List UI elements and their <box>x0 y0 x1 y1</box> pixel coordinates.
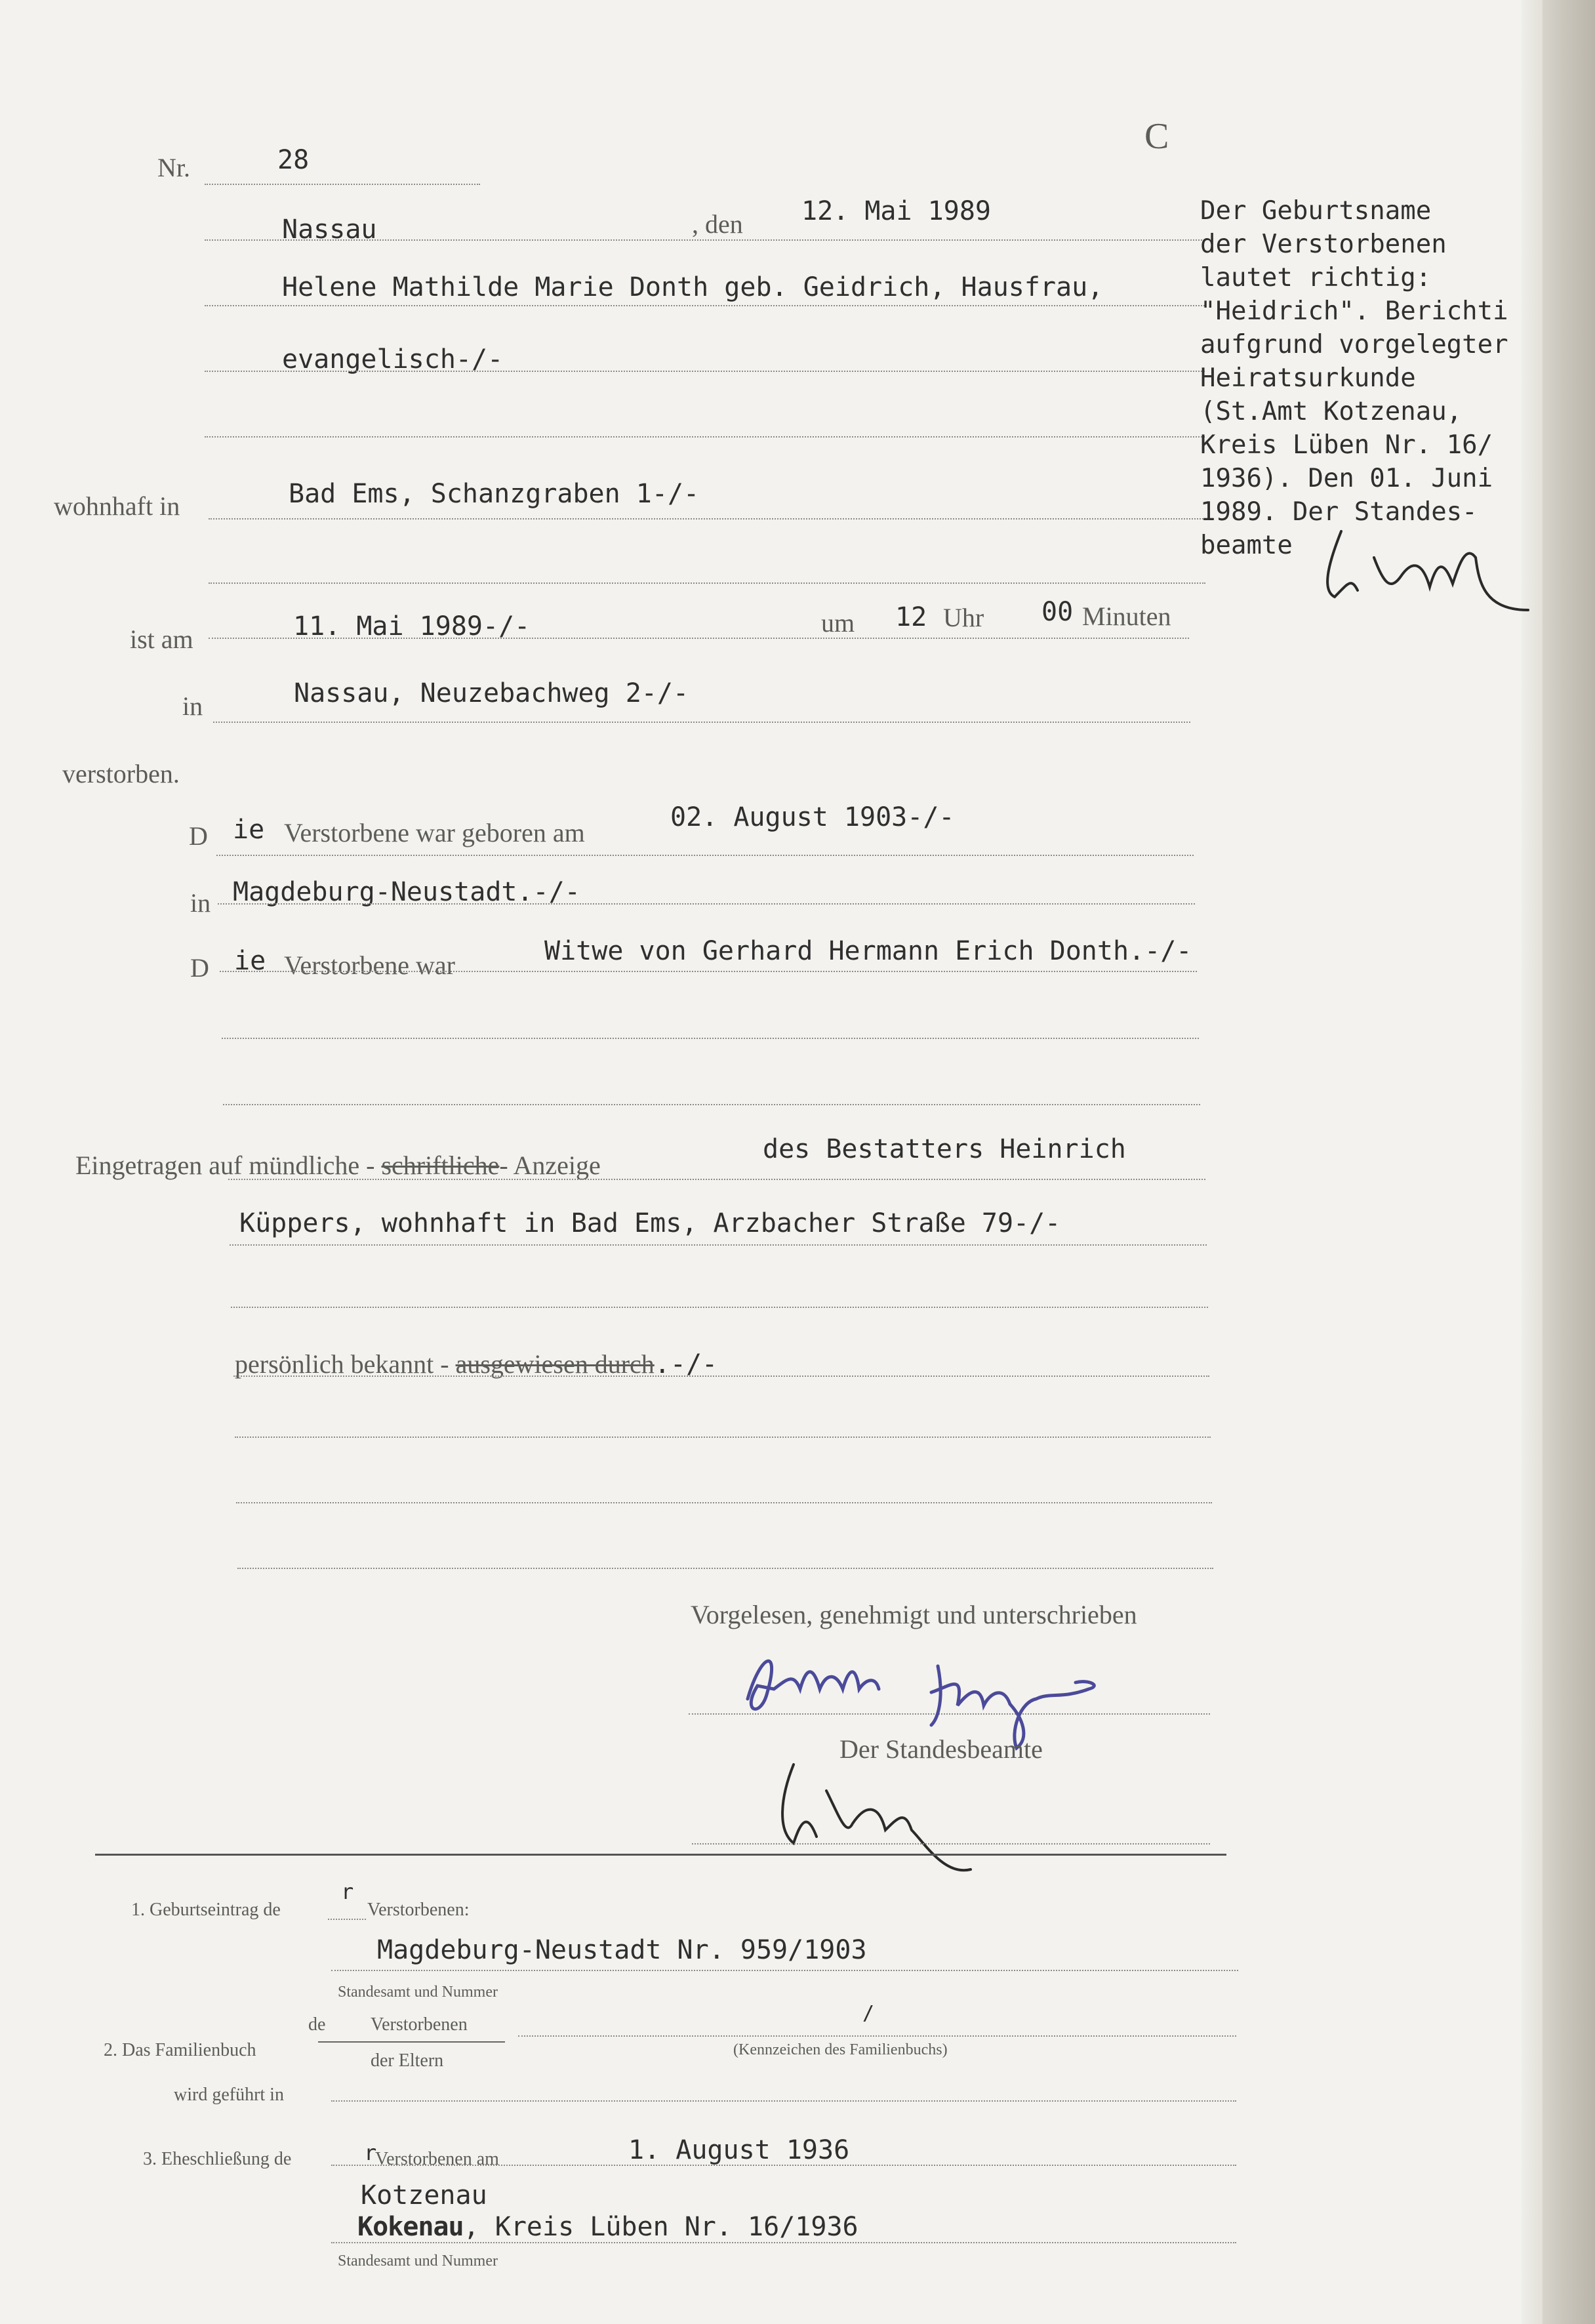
item1-r-rule <box>328 1919 366 1920</box>
item1-end: Verstorbenen: <box>367 1900 470 1920</box>
margin-note-line-1: Der Geburtsname <box>1200 196 1432 226</box>
item3-place-line <box>357 2214 858 2240</box>
blank-rule-7 <box>236 1502 1212 1503</box>
margin-note-line-10: 1989. Der Standes- <box>1200 497 1478 527</box>
registry-date: 12. Mai 1989 <box>801 196 991 226</box>
item2-de: de <box>308 2014 326 2035</box>
ist-am-label: ist am <box>130 624 193 654</box>
known-label-start: persönlich bekannt - <box>235 1349 449 1379</box>
den-label: , den <box>692 209 743 239</box>
birth-date-rule <box>216 855 1194 856</box>
item2-rule <box>518 2035 1236 2037</box>
read-approved-label: Vorgelesen, genehmigt und unterschrieben <box>691 1600 1137 1629</box>
birth-ie: ie <box>233 815 265 845</box>
blank-rule-6 <box>235 1437 1211 1438</box>
entry-number: 28 <box>277 145 310 175</box>
item1-value: Magdeburg-Neustadt Nr. 959/1903 <box>377 1935 867 1965</box>
blank-rule-1 <box>205 436 1205 438</box>
margin-note-line-11: beamte <box>1200 531 1293 560</box>
corner-letter: C <box>1144 116 1169 157</box>
page-edge-inner <box>1522 0 1543 2324</box>
item3-end: Verstorbenen am <box>375 2149 499 2169</box>
registrar-label: Der Standesbeamte <box>839 1734 1043 1764</box>
blank-rule-5 <box>231 1307 1208 1308</box>
margin-note-line-6: Heiratsurkunde <box>1200 363 1416 393</box>
minuten-label: Minuten <box>1082 601 1171 631</box>
blank-rule-3 <box>222 1038 1199 1039</box>
blank-rule-4 <box>223 1104 1200 1105</box>
registration-label-start: Eingetragen auf mündliche - <box>75 1151 375 1180</box>
informant-line-1: des Bestatters Heinrich <box>763 1134 1126 1164</box>
item3-standesamt-label: Standesamt und Nummer <box>338 2253 498 2270</box>
address-rule <box>209 518 1205 520</box>
death-place: Nassau, Neuzebachweg 2-/- <box>294 678 689 708</box>
birth-place-rule <box>218 903 1195 905</box>
death-place-rule <box>213 722 1190 723</box>
margin-note-line-4: "Heidrich". Berichti <box>1200 296 1508 326</box>
item3-place-rest: , Kreis Lüben Nr. 16/1936 <box>463 2212 858 2242</box>
item2-label: 2. Das Familienbuch <box>104 2040 256 2060</box>
item2-eltern: der Eltern <box>371 2050 444 2071</box>
item1-r: r <box>341 1879 354 1904</box>
place-date-line <box>205 239 1205 241</box>
marital-status: Witwe von Gerhard Hermann Erich Donth.-/- <box>544 936 1192 966</box>
birth-place: Magdeburg-Neustadt.-/- <box>233 877 580 907</box>
status-rule <box>220 971 1197 972</box>
margin-note-line-2: der Verstorbenen <box>1200 230 1447 259</box>
margin-note-line-7: (St.Amt Kotzenau, <box>1200 397 1463 426</box>
deceased-line-2: evangelisch-/- <box>282 344 504 375</box>
deceased-line-2-rule <box>205 371 1205 372</box>
registration-label-struck: schriftliche <box>381 1151 500 1180</box>
blank-rule-8 <box>237 1568 1213 1569</box>
deceased-line-1-rule <box>205 305 1205 306</box>
item3-r: r <box>364 2140 377 2165</box>
item1-rule <box>331 1970 1238 1971</box>
death-date: 11. Mai 1989-/- <box>293 611 531 642</box>
uhr-label: Uhr <box>943 603 984 632</box>
deceased-address: Bad Ems, Schanzgraben 1-/- <box>289 479 700 509</box>
informant-rule-1 <box>228 1179 1205 1180</box>
item2-verstorbenen: Verstorbenen <box>371 2014 468 2035</box>
margin-note <box>1200 194 1508 562</box>
um-label: um <box>821 608 855 638</box>
registration-label-end: - Anzeige <box>499 1151 601 1180</box>
registration-label <box>75 1152 601 1179</box>
margin-note-line-9: 1936). Den 01. Juni <box>1200 464 1493 493</box>
birth-date: 02. August 1903-/- <box>670 802 955 832</box>
item3-place-rule <box>331 2242 1236 2243</box>
known-label <box>235 1351 717 1377</box>
born-label: Verstorbene war geboren am <box>284 818 585 847</box>
page-edge <box>1543 0 1595 2324</box>
wohnhaft-label: wohnhaft in <box>54 491 180 521</box>
known-label-struck: ausgewiesen durch <box>455 1349 655 1379</box>
item2-wird-rule <box>331 2100 1236 2102</box>
death-date-rule <box>209 638 1189 639</box>
margin-note-line-8: Kreis Lüben Nr. 16/ <box>1200 430 1493 460</box>
item2-wird-label: wird geführt in <box>174 2085 284 2105</box>
birth-in-label: in <box>190 888 211 918</box>
margin-note-line-5: aufgrund vorgelegter <box>1200 330 1508 359</box>
item3-label: 3. Eheschließung de <box>143 2149 292 2169</box>
nr-line <box>205 184 480 185</box>
item1-label: 1. Geburtseintrag de <box>131 1900 281 1920</box>
item1-standesamt-label: Standesamt und Nummer <box>338 1984 498 2001</box>
status-d-prefix: D <box>190 953 209 983</box>
status-war-label: Verstorbene war <box>284 950 455 980</box>
item3-date-rule <box>331 2165 1236 2166</box>
blank-rule-2 <box>209 582 1205 584</box>
status-ie: ie <box>234 946 266 976</box>
item3-place-correction: Kotzenau <box>361 2180 487 2211</box>
registry-place: Nassau <box>282 214 377 245</box>
deceased-line-1: Helene Mathilde Marie Donth geb. Geidrich, Hausfrau, <box>282 272 1104 302</box>
margin-note-signature <box>1302 518 1545 636</box>
informant-rule-2 <box>230 1244 1207 1246</box>
footer-separator <box>95 1854 1226 1856</box>
item2-slash: / <box>862 2002 875 2025</box>
death-in-label: in <box>182 691 203 721</box>
death-minutes: 00 <box>1041 597 1074 627</box>
informant-line-2: Küppers, wohnhaft in Bad Ems, Arzbacher Straße 79-/- <box>239 1208 1061 1238</box>
item3-date: 1. August 1936 <box>628 2135 850 2165</box>
kennzeichen-label: (Kennzeichen des Familienbuchs) <box>733 2041 948 2058</box>
nr-label: Nr. <box>157 153 190 182</box>
margin-note-line-3: lautet richtig: <box>1200 263 1432 293</box>
verstorben-label: verstorben. <box>62 759 180 788</box>
item3-overstruck: Kokenau <box>357 2212 464 2242</box>
registrar-signature-rule <box>692 1843 1210 1845</box>
death-hour: 12 <box>895 602 927 632</box>
registrar-signature <box>754 1745 1082 1889</box>
birth-d-prefix: D <box>189 821 208 851</box>
known-rule <box>233 1376 1209 1377</box>
item2-fraction-line <box>318 2041 505 2043</box>
known-end: .-/- <box>654 1349 718 1379</box>
